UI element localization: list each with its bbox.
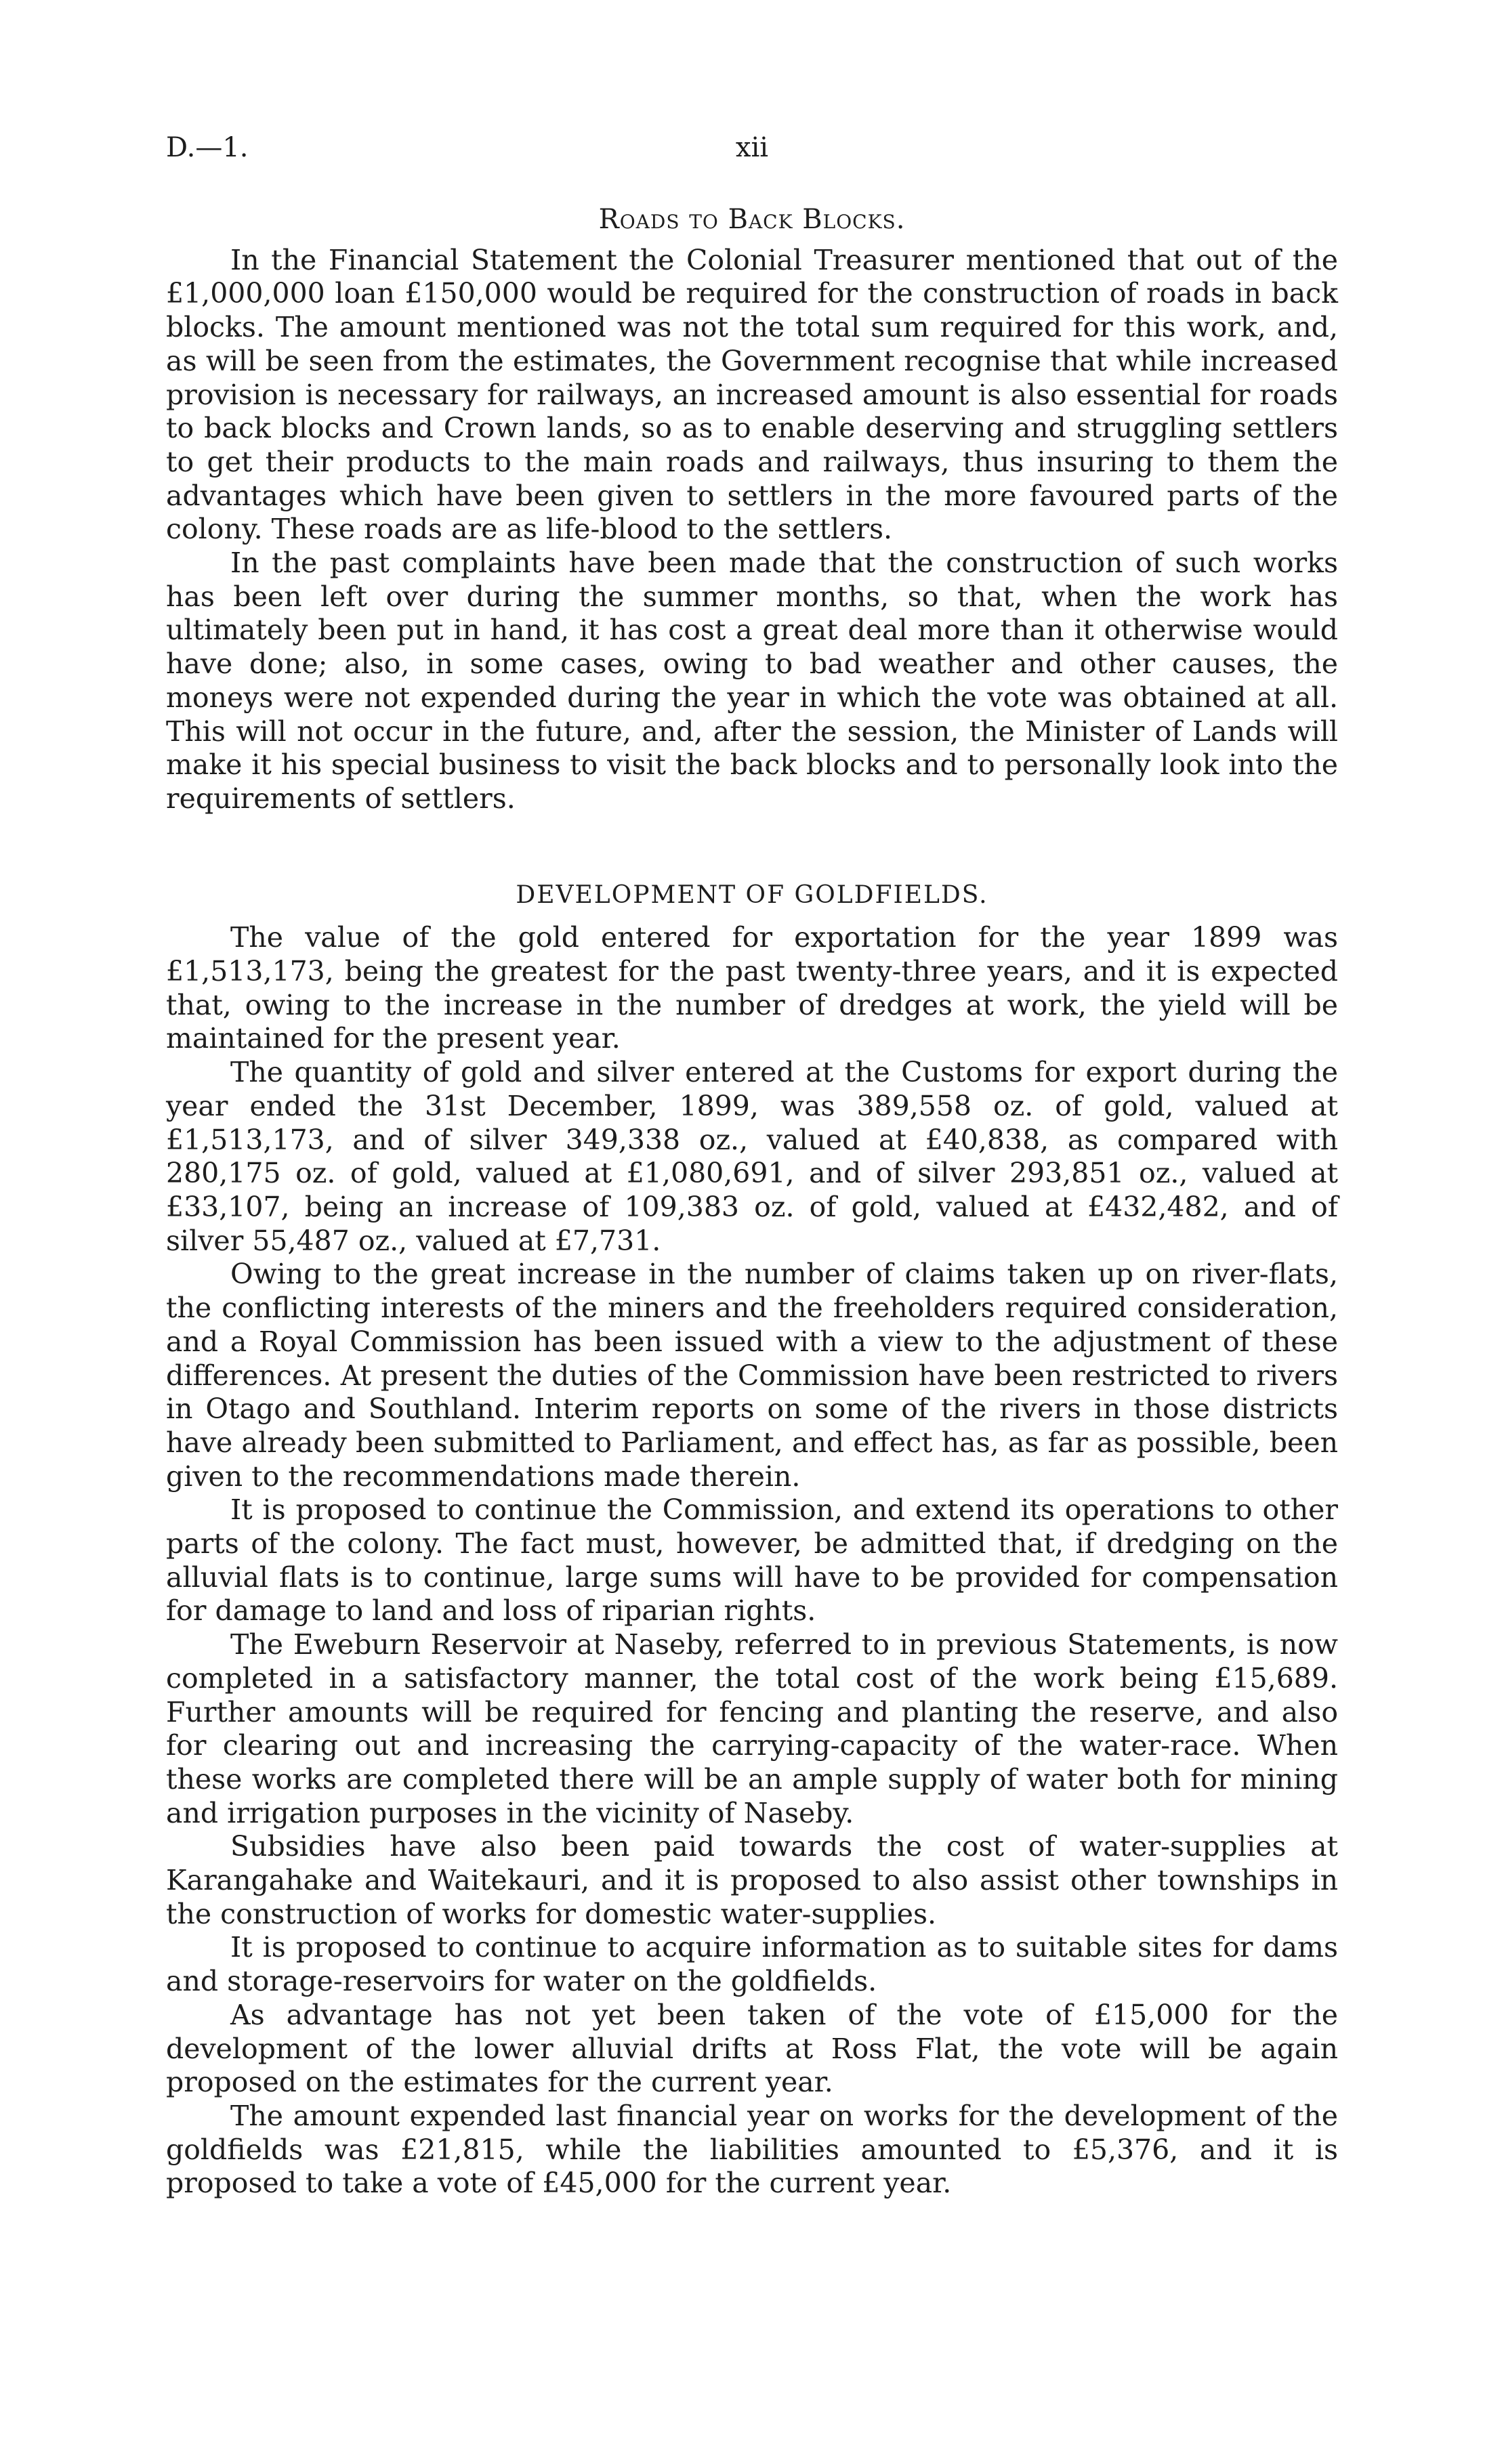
paragraph: In the past complaints have been made that the construction of such works has been left over during the summer months, so that, when the work has ultimately been put in hand, it has cost a great deal more than it otherwise would have done; also, in some cases, owing to bad weather and other causes, the moneys were not expended during the year in which the vote was obtained at all. This will not occur in the future, and, after the session, the Minister of Lands will make it his special business to visit the back blocks and to personally look into the requirements of settlers. <box>166 547 1338 815</box>
section-heading-goldfields: DEVELOPMENT OF GOLDFIELDS. <box>516 880 988 909</box>
page-body <box>166 203 1338 2201</box>
paragraph: The Eweburn Reservoir at Naseby, referred to in previous Statements, is now completed in a satisfactory manner, the total cost of the work being £15,689. Further amounts will be required for fencing and planting the reserve, and also for clearing out and increasing the carrying-capacity of the water-race. When these works are completed there will be an ample supply of water both for mining and irrigation purposes in the vicinity of Naseby. <box>166 1628 1338 1829</box>
paragraph: It is proposed to continue to acquire information as to suitable sites for dams and storage-reservoirs for water on the goldfields. <box>166 1931 1338 1998</box>
paragraph: In the Financial Statement the Colonial Treasurer mentioned that out of the £1,000,000 loan £150,000 would be required for the construction of roads in back blocks. The amount mentioned was not the total sum required for this work, and, as will be seen from the estimates, the Government recognise that while increased provision is necessary for railways, an increased amount is also essential for roads to back blocks and Crown lands, so as to enable deserving and struggling settlers to get their products to the main roads and railways, thus insuring to them the advantages which have been given to settlers in the more favoured parts of the colony. These roads are as life-blood to the settlers. <box>166 243 1338 546</box>
section-heading-roads: Roads to Back Blocks. <box>598 204 906 235</box>
document-reference: D.—1. <box>166 132 249 163</box>
paragraph: The value of the gold entered for exportation for the year 1899 was £1,513,173, being the greatest for the past twenty-three years, and it is expected that, owing to the increase in the number of dredges at work, the yield will be maintained for the present year. <box>166 921 1338 1055</box>
paragraph: As advantage has not yet been taken of the vote of £15,000 for the development of the lower alluvial drifts at Ross Flat, the vote will be again proposed on the estimates for the current year. <box>166 1998 1338 2099</box>
page-number: xii <box>735 132 769 163</box>
paragraph: Subsidies have also been paid towards the cost of water-supplies at Karangahake and Waitekauri, and it is proposed to also assist other townships in the construction of works for domestic water-supplies. <box>166 1830 1338 1930</box>
paragraph: It is proposed to continue the Commission, and extend its operations to other parts of the colony. The fact must, however, be admitted that, if dredging on the alluvial flats is to continue, large sums will have to be provided for compensation for damage to land and loss of riparian rights. <box>166 1493 1338 1628</box>
paragraph: The quantity of gold and silver entered at the Customs for export during the year ended the 31st December, 1899, was 389,558 oz. of gold, valued at £1,513,173, and of silver 349,338 oz., valued at £40,838, as compared with 280,175 oz. of gold, valued at £1,080,691, and of silver 293,851 oz., valued at £33,107, being an increase of 109,383 oz. of gold, valued at £432,482, and of silver 55,487 oz., valued at £7,731. <box>166 1056 1338 1257</box>
paragraph: The amount expended last financial year on works for the development of the goldfields was £21,815, while the liabilities amounted to £5,376, and it is proposed to take a vote of £45,000 for the current year. <box>166 2099 1338 2200</box>
page-header <box>166 132 1338 173</box>
paragraph: Owing to the great increase in the number of claims taken up on river-flats, the conflicting interests of the miners and the freeholders required consideration, and a Royal Commission has been issued with a view to the adjustment of these differences. At present the duties of the Commission have been restricted to rivers in Otago and Southland. Interim reports on some of the rivers in those districts have already been submitted to Parliament, and effect has, as far as possible, been given to the recommendations made therein. <box>166 1258 1338 1493</box>
